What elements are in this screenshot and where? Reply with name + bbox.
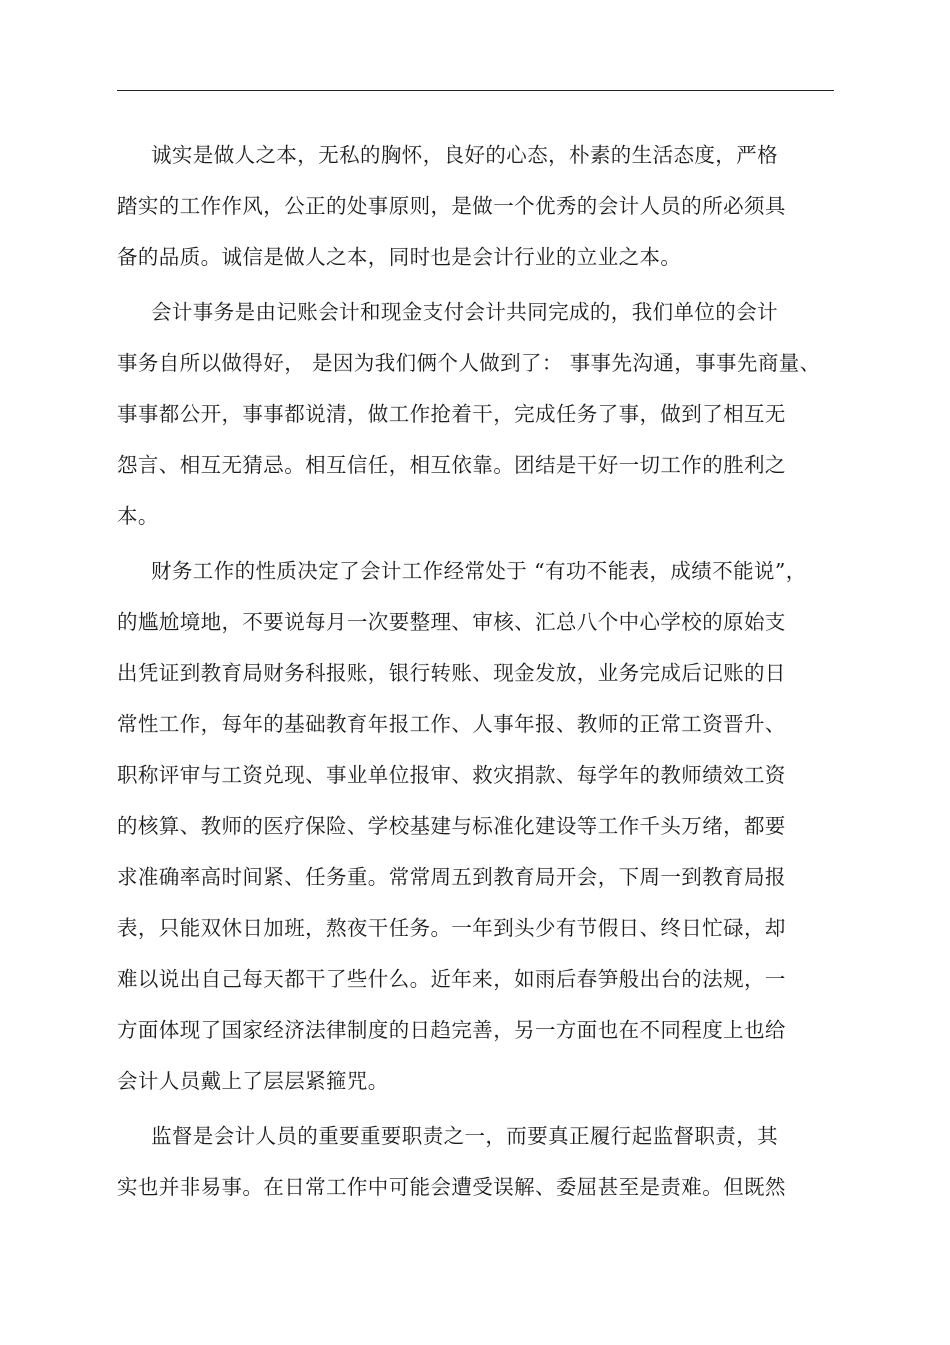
- paragraph: [117, 546, 837, 1107]
- document-body: [117, 130, 837, 1213]
- text-line: 事务自所以做得好， 是因为我们俩个人做到了： 事事先沟通，事事先商量、: [117, 351, 821, 375]
- text-line: 会计人员戴上了层层紧箍咒。: [117, 1069, 389, 1093]
- text-line: 备的品质。诚信是做人之本，同时也是会计行业的立业之本。: [117, 245, 682, 269]
- text-line: 的核算、教师的医疗保险、学校基建与标准化建设等工作千头万绪，都要: [117, 814, 786, 838]
- paragraph: [117, 287, 837, 542]
- text-line: 常性工作，每年的基础教育年报工作、人事年报、教师的正常工资晋升、: [117, 712, 786, 736]
- header-rule: [117, 90, 834, 91]
- text-line: 方面体现了国家经济法律制度的日趋完善，另一方面也在不同程度上也给: [117, 1018, 786, 1042]
- paragraph: [117, 130, 837, 283]
- text-line: 监督是会计人员的重要重要职责之一，而要真正履行起监督职责，其: [151, 1124, 778, 1148]
- text-line: 会计事务是由记账会计和现金支付会计共同完成的，我们单位的会计: [151, 300, 778, 324]
- text-line: 出凭证到教育局财务科报账，银行转账、现金发放，业务完成后记账的日: [117, 661, 786, 685]
- text-line: 难以说出自己每天都干了些什么。近年来，如雨后春笋般出台的法规，一: [117, 967, 786, 991]
- paragraph: [117, 1111, 837, 1213]
- text-line: 事事都公开，事事都说清，做工作抢着干，完成任务了事，做到了相互无: [117, 402, 786, 426]
- text-line: 财务工作的性质决定了会计工作经常处于 “有功不能表，成绩不能说”，: [151, 559, 807, 583]
- text-line: 踏实的工作作风，公正的处事原则，是做一个优秀的会计人员的所必须具: [117, 194, 786, 218]
- text-line: 实也并非易事。在日常工作中可能会遭受误解、委屈甚至是责难。但既然: [117, 1175, 786, 1199]
- text-line: 怨言、相互无猜忌。相互信任，相互依靠。团结是干好一切工作的胜利之: [117, 453, 786, 477]
- text-line: 职称评审与工资兑现、事业单位报审、救灾捐款、每学年的教师绩效工资: [117, 763, 786, 787]
- text-line: 本。: [117, 504, 159, 528]
- text-line: 诚实是做人之本，无私的胸怀，良好的心态，朴素的生活态度，严格: [151, 143, 778, 167]
- text-line: 的尴尬境地，不要说每月一次要整理、审核、汇总八个中心学校的原始支: [117, 610, 786, 634]
- text-line: 求准确率高时间紧、任务重。常常周五到教育局开会，下周一到教育局报: [117, 865, 786, 889]
- text-line: 表，只能双休日加班，熬夜干任务。一年到头少有节假日、终日忙碌，却: [117, 916, 786, 940]
